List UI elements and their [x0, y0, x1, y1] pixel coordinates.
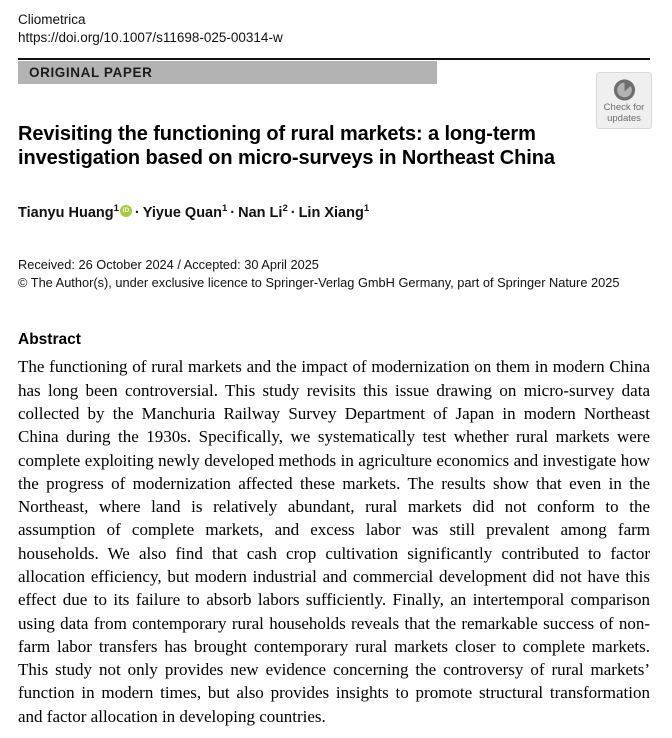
author-line: [18, 205, 650, 222]
article-type-label: ORIGINAL PAPER: [29, 64, 153, 80]
crossmark-icon: [612, 77, 637, 102]
author-name: Nan Li$^2$: [238, 203, 288, 222]
doi-link[interactable]: https://doi.org/10.1007/s11698-025-00314-w: [18, 30, 283, 45]
author-affiliation-sup: 1: [363, 203, 370, 215]
check-badge-label-line1: Check for: [603, 102, 645, 113]
received-accepted-dates: Received: 26 October 2024 / Accepted: 30 April 2025: [18, 257, 319, 273]
author-name: Yiyue Quan$^1$: [142, 203, 228, 222]
author-name: Lin Xiang$^1$: [298, 203, 370, 222]
author-separator: ·: [230, 205, 236, 222]
check-for-updates-badge[interactable]: [596, 72, 652, 129]
article-type-banner: [18, 61, 437, 84]
journal-name: Cliometrica: [18, 12, 86, 27]
article-meta: [18, 256, 650, 292]
author-affiliation-sup: 1: [221, 203, 228, 215]
paper-title: Revisiting the functioning of rural markets: a long-term investigation based on micro-surveys in Northeast China: [18, 122, 555, 169]
author-separator: ·: [290, 205, 296, 222]
author-affiliation-sup: 2: [282, 203, 288, 215]
orcid-icon[interactable]: iD: [120, 205, 132, 217]
abstract-text: The functioning of rural markets and the impact of modernization on them in modern China has long been controversial. This study revisits this issue drawing on micro-survey data collected by the Manchuria Railway Survey Department of Japan in modern Northeast China during the 1930s. Specifically, we systematically test whether rural markets were complete exploiting newly developed methods in agriculture economics and investigate how the progress of modernization affected these markets. The results show that even in the Northeast, where land is relatively abundant, rural markets did not conform to the assumption of complete markets, and excess labor was still prevalent among farm households. We also find that cash crop cultivation significantly contributed to factor allocation efficiency, but modern industrial and commercial development did not have this effect due to its failure to absorb labors sufficiently. Finally, an intertemporal comparison using data from contemporary rural households reveals that the remarkable success of non-farm labor transfers has brought contemporary rural markets closer to complete markets. This study not only provides new evidence concerning the controversy of rural markets’ function in modern times, but also provides insights to promote structural transformation and factor allocation in developing countries.: [18, 357, 650, 726]
check-badge-label-line2: updates: [607, 112, 641, 124]
author-affiliation-sup: 1: [113, 203, 119, 215]
copyright-line: © The Author(s), under exclusive licence to Springer-Verlag GmbH Germany, part of Springer Nature 2025: [18, 275, 620, 291]
abstract-heading: Abstract: [18, 331, 81, 349]
author-name: Tianyu Huang$^1$: [18, 203, 119, 222]
author-separator: ·: [134, 205, 140, 222]
